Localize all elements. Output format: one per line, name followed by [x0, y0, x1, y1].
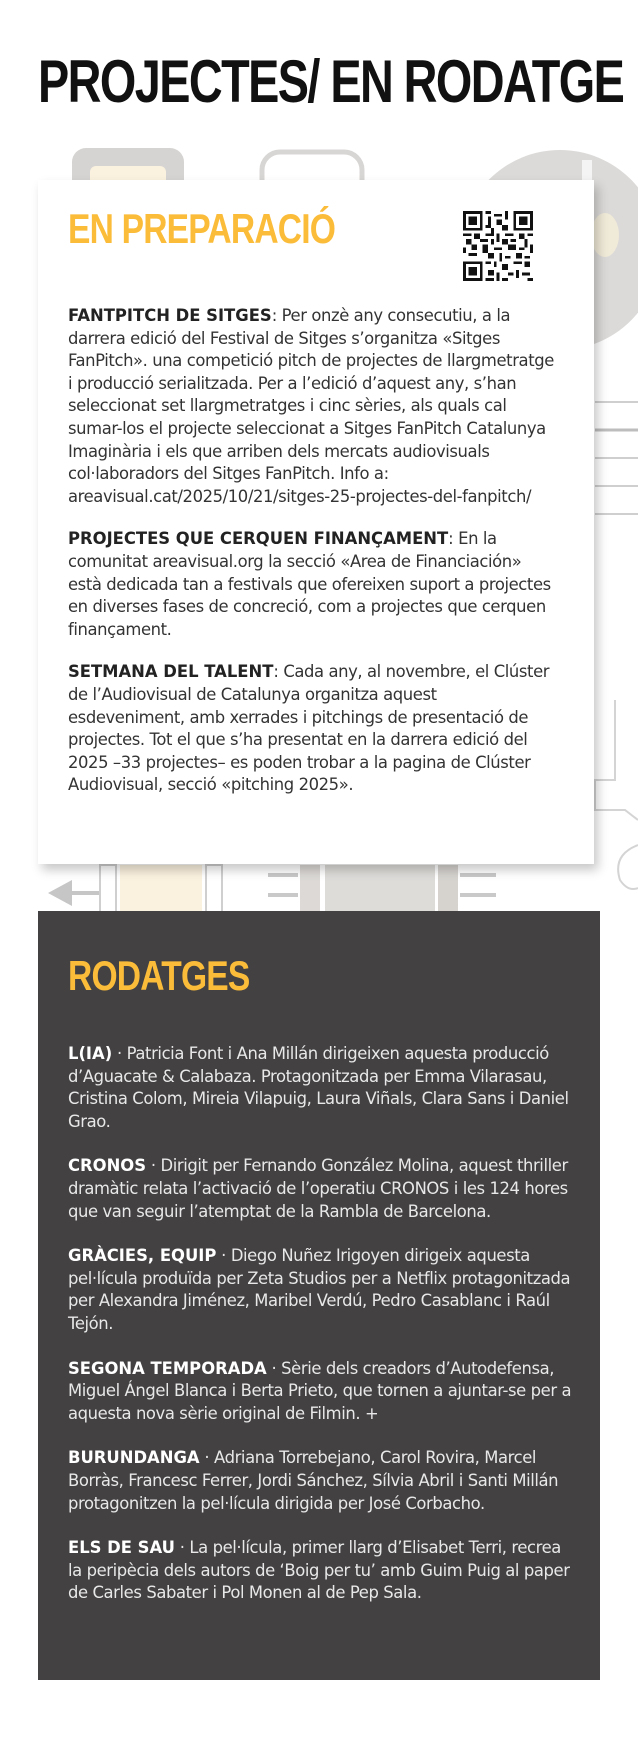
item-title: L(IA)	[68, 1044, 113, 1063]
preparation-item-talent-week	[68, 661, 558, 797]
item-text: Cada any, al novembre, el Clúster de l’Audiovisual de Catalunya organitza aquest esdeveniment, amb xerrades i pitchings de presentació de projectes. Tot el que s’ha presentat en la darrera edició del 2025 –33 projectes– es poden trobar a la pagina de Clúster Audiovisual, secció «pitching 2025».	[68, 662, 550, 795]
shooting-item-segona-temporada	[68, 1358, 573, 1426]
item-title: PROJECTES QUE CERQUEN FINANÇAMENT	[68, 529, 449, 549]
item-separator: :	[273, 662, 284, 682]
item-title: CRONOS	[68, 1156, 147, 1176]
item-text: Sèrie dels creadors d’Autodefensa, Miguel Ángel Blanca i Berta Prieto, que tornen a ajuntar-se per a aquesta nova sèrie original de Filmin. +	[68, 1358, 572, 1423]
item-title: SETMANA DEL TALENT	[68, 662, 274, 682]
item-separator: ·	[112, 1044, 127, 1063]
item-text: En la comunitat areavisual.org la secció «Area de Financiación» està dedicada tan a festivals que ofereixen suport a projectes en diverses fases de concreció, com a projectes que cerquen finançament.	[68, 529, 551, 639]
preparation-item-fanpitch	[68, 305, 558, 508]
item-text: Diego Nuñez Irigoyen dirigeix aquesta pel·lícula produïda per Zeta Studios per a Netflix protagonitzada per Alexandra Jiménez, Maribel Verdú, Pedro Casablanc i Raúl Tejón.	[68, 1246, 571, 1333]
item-title: GRÀCIES, EQUIP	[68, 1246, 217, 1266]
page-title: PROJECTES/ EN RODATGE	[38, 48, 624, 115]
item-title: BURUNDANGA	[68, 1448, 200, 1468]
item-text: La pel·lícula, primer llarg d’Elisabet Terri, recrea la peripècia dels autors de ‘Boig per tu’ amb Guim Puig al paper de Carles Sabater i Pol Monen al de Pep Sala.	[68, 1538, 570, 1603]
item-separator: ·	[216, 1246, 231, 1266]
item-text: Per onzè any consecutiu, a la darrera edició del Festival de Sitges s’organitza «Sitges FanPitch». una competició pitch de projectes de llargmetratge i producció serialitzada. Per a l’edició d’aquest any, s’han seleccionat set llargmetratges i cinc sèries, als quals cal sumar-los el projecte seleccionat a Sitges FanPitch Catalunya Imaginària i els que arriben dels mercats audiovisuals col·laboradors del Sitges FanPitch. Info a: areavisual.cat/2025/10/21/sitges-25-projectes-del-fanpitch/	[68, 306, 554, 506]
qr-code-icon[interactable]	[463, 211, 533, 281]
item-text: Patricia Font i Ana Millán dirigeixen aquesta producció d’Aguacate & Calabaza. Protagonitzada per Emma Vilarasau, Cristina Colom, Mireia Vilapuig, Laura Viñals, Clara Sans i Daniel Grao.	[68, 1044, 569, 1131]
item-separator: ·	[199, 1448, 215, 1468]
shootings-list	[68, 1043, 573, 1627]
preparation-heading: EN PREPARACIÓ	[68, 205, 336, 252]
shootings-panel	[38, 911, 600, 1680]
shooting-item-lia	[68, 1043, 573, 1133]
shooting-item-burundanga	[68, 1447, 573, 1515]
item-separator: ·	[174, 1538, 190, 1558]
item-separator: ·	[266, 1358, 282, 1378]
shooting-item-els-de-sau	[68, 1537, 573, 1605]
item-title: SEGONA TEMPORADA	[68, 1358, 267, 1378]
shooting-item-cronos	[68, 1155, 573, 1223]
item-text: Adriana Torrebejano, Carol Rovira, Marcel Borràs, Francesc Ferrer, Jordi Sánchez, Sílvia Abril i Santi Millán protagonitzen la pel·lícula dirigida per José Corbacho.	[68, 1448, 559, 1513]
item-separator: ·	[146, 1156, 161, 1176]
item-title: ELS DE SAU	[68, 1538, 175, 1558]
shootings-heading: RODATGES	[68, 952, 250, 999]
item-title: FANTPITCH DE SITGES	[68, 306, 272, 325]
item-separator: :	[448, 529, 459, 549]
item-text: Dirigit per Fernando González Molina, aquest thriller dramàtic relata l’activació de l’operatiu CRONOS i les 124 hores que van seguir l’atemptat de la Rambla de Barcelona.	[68, 1156, 568, 1221]
preparation-list	[68, 305, 558, 817]
item-separator: :	[271, 306, 282, 325]
preparation-card	[38, 180, 594, 864]
preparation-item-financing	[68, 528, 558, 641]
shooting-item-gracies-equip	[68, 1245, 573, 1335]
